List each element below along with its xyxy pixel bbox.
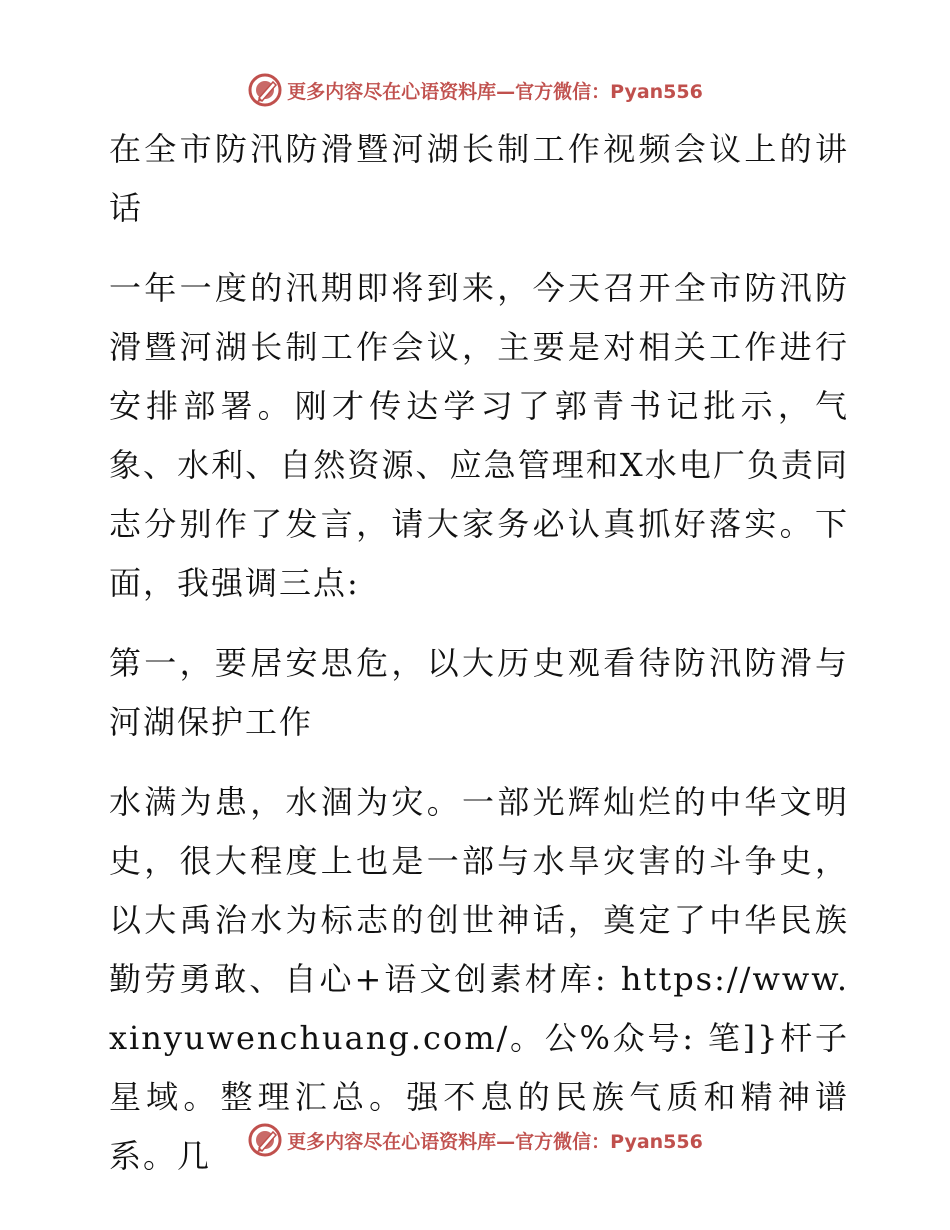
watermark-text: 更多内容尽在心语资料库—官方微信：Pyan556 bbox=[287, 1130, 703, 1153]
watermark-banner-top bbox=[0, 70, 950, 110]
paragraph-intro: 一年一度的汛期即将到来，今天召开全市防汛防滑暨河湖长制工作会议，主要是对相关工作进行安排部署。刚才传达学习了郭青书记批示，气象、水利、自然资源、应急管理和X水电厂负责同志分别作了发言，请大家务必认真抓好落实。下面，我强调三点: bbox=[109, 269, 849, 602]
paragraph-heading-first: 第一，要居安思危，以大历史观看待防汛防滑与河湖保护工作 bbox=[109, 644, 849, 741]
watermark-banner-bottom bbox=[0, 1120, 950, 1160]
pen-logo-icon bbox=[247, 1122, 283, 1158]
pen-logo-icon bbox=[247, 72, 283, 108]
paragraph-body: 水满为患，水涸为灾。一部光辉灿烂的中华文明史，很大程度上也是一部与水旱灾害的斗争史，以大禹治水为标志的创世神话，奠定了中华民族勤劳勇敢、自心+语文创素材库: https://www.xinyuwenchuang.com/。公%众号: 笔]}杆子星域。整理汇总。强不息的民族气质和精神谱系。几 bbox=[109, 783, 849, 1175]
document-title: 在全市防汛防滑暨河湖长制工作视频会议上的讲话 bbox=[109, 130, 849, 227]
watermark-text: 更多内容尽在心语资料库—官方微信：Pyan556 bbox=[287, 80, 703, 103]
document-body bbox=[97, 120, 849, 1186]
